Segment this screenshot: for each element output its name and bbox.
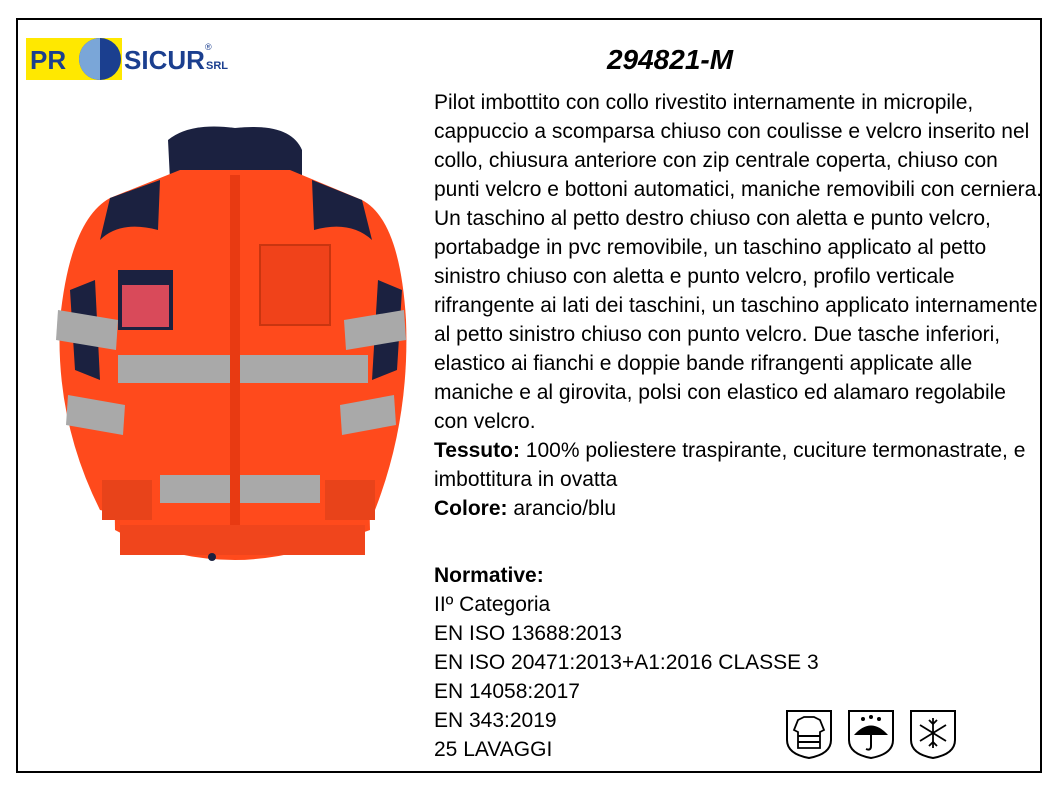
fabric-label: Tessuto: [434,439,520,462]
norm-item: EN ISO 20471:2013+A1:2016 CLASSE 3 [434,651,819,674]
product-description: Pilot imbottito con collo rivestito internamente in micropile, cappuccio a scomparsa chiuso con coulisse e velcro inserito nel collo, chiusura anteriore con zip centrale coperta, chiuso con punti velcro e bottoni automatici, maniche removibili con cerniera. Un taschino al petto destro chiuso con aletta e punto velcro, portabadge in pvc removibile, un taschino applicato al petto sinistro chiuso con aletta e punto velcro, profilo verticale rifrangente ai lati dei taschini, un taschino applicato internamente al petto sinistro chiuso con punto velcro. Due tasche inferiori, elastico ai fianchi e doppie bande rifrangenti applicate alle maniche e al girovita, polsi con elastico ed alamaro regolabile con velcro. [434,91,1043,433]
product-code: 294821-M [606,44,734,75]
logo-registered-mark: ® [205,42,212,52]
norm-item: EN 343:2019 [434,709,557,732]
logo-text-right: SICUR [124,45,205,75]
prosicur-logo [26,38,236,80]
product-description-block [434,88,1044,523]
fabric-value: 100% poliestere traspirante, cuciture termonastrate, e imbottitura in ovatta [434,439,1026,491]
color-value: arancio/blu [507,497,617,520]
high-visibility-jacket-icon [784,708,834,760]
norms-block [434,561,819,764]
rain-umbrella-icon [846,708,896,760]
jacket-image [40,120,420,570]
norm-item: EN 14058:2017 [434,680,580,703]
cold-snowflake-icon [908,708,958,760]
norm-item: EN ISO 13688:2013 [434,622,622,645]
color-line [434,494,1044,523]
logo-suffix: SRL [206,60,228,72]
norm-item: 25 LAVAGGI [434,738,553,761]
norm-item: IIº Categoria [434,593,551,616]
certification-icons [784,708,964,760]
norms-heading: Normative: [434,564,544,587]
logo-text-left: PR [30,45,67,75]
fabric-line [434,436,1044,494]
color-label: Colore: [434,497,508,520]
